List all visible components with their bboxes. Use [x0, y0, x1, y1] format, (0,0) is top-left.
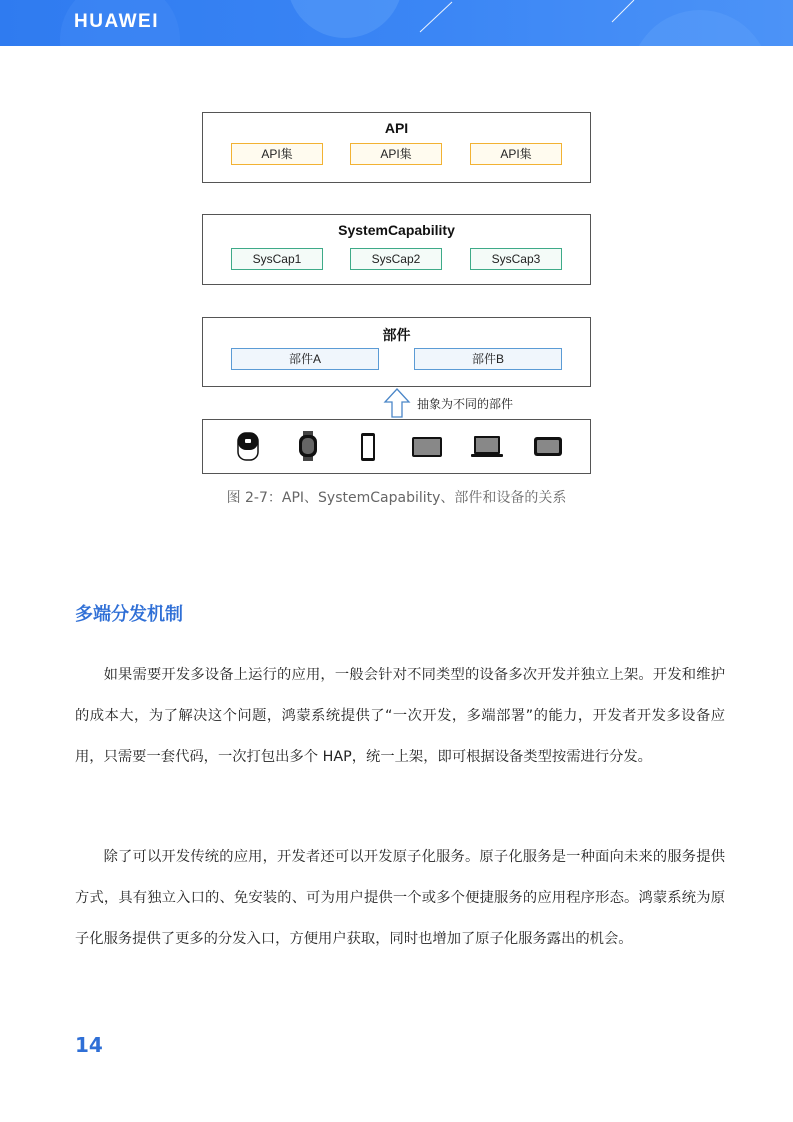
component-chip: 部件B [414, 348, 562, 370]
api-layer-title: API [384, 120, 409, 136]
tablet-icon [411, 436, 443, 458]
api-set-chip: API集 [231, 143, 323, 165]
phone-icon [360, 432, 376, 462]
syscap-chip: SysCap2 [350, 248, 442, 270]
api-layer [202, 112, 591, 183]
body-paragraph [75, 837, 725, 960]
page-header [0, 0, 793, 46]
api-set-chip: API集 [350, 143, 442, 165]
speaker-icon [237, 432, 259, 462]
component-layer [202, 317, 591, 387]
syscap-chip: SysCap1 [231, 248, 323, 270]
syscap-layer-title: SystemCapability [338, 222, 455, 238]
syscap-layer [202, 214, 591, 285]
section-title: 多端分发机制 [75, 604, 183, 625]
paragraph-text: 如果需要开发多设备上运行的应用，一般会针对不同类型的设备多次开发并独立上架。开发和维护的成本大，为了解决这个问题，鸿蒙系统提供了“一次开发，多端部署”的能力，开发者开发多设备应用，只需要一套代码，一次打包出多个 HAP，统一上架，即可根据设备类型按需进行分发。 [75, 667, 725, 765]
abstraction-label: 抽象为不同的部件 [417, 397, 514, 411]
syscap-chip: SysCap3 [470, 248, 562, 270]
watch-icon [298, 430, 318, 462]
figure-caption: 图 2-7：API、SystemCapability、部件和设备的关系 [226, 490, 567, 506]
laptop-icon [471, 435, 503, 459]
component-layer-title: 部件 [382, 327, 411, 343]
body-paragraph [75, 655, 725, 778]
up-arrow-icon [382, 387, 412, 419]
page-number: 14 [75, 1033, 103, 1057]
brand-logo: HUAWEI [74, 11, 159, 32]
devices-layer [202, 419, 591, 474]
component-chip: 部件A [231, 348, 379, 370]
paragraph-text: 除了可以开发传统的应用，开发者还可以开发原子化服务。原子化服务是一种面向未来的服务提供方式，具有独立入口的、免安装的、可为用户提供一个或多个便捷服务的应用程序形态。鸿蒙系统为原子化服务提供了更多的分发入口，方便用户获取，同时也增加了原子化服务露出的机会。 [75, 849, 725, 947]
api-set-chip: API集 [470, 143, 562, 165]
tv-icon [533, 436, 563, 458]
